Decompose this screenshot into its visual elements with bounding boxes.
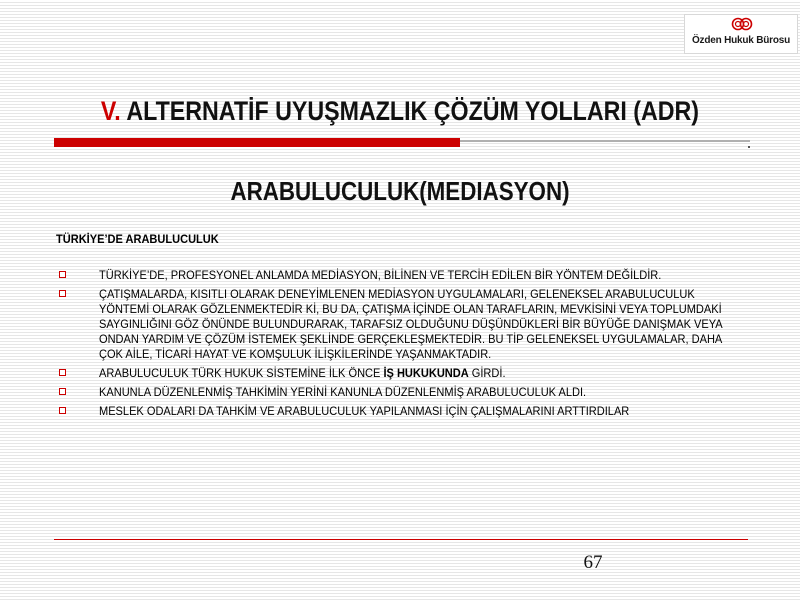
title-underline-red [54,138,460,147]
bullet-square-icon [59,407,66,414]
bullet-text: ÇATIŞMALARDA, KISITLI OLARAK DENEYİMLENEN MEDİASYON UYGULAMALARI, GELENEKSEL ARABULUCULUK YÖNTEMİ OLARAK GÖZLENMEKTEDİR Kİ, BU DA, ÇATIŞMA İÇİNDE OLAN TARAFLARIN, MEVKİSİNİ VEYA TOPLUMDAKİ SAYGINLIĞINI GÖZ ÖNÜNDE BULUNDURARAK, TARAFSIZ OLDUĞUNU DÜŞÜNDÜKLERİ BİR BÜYÜĞE DANIŞMAK VEYA ONDAN YARDIM VE ÇÖZÜM İSTEMEK ŞEKLİNDE GERÇEKLEŞMEKTEDİR. BU TİP GELENEKSEL UYGULAMALAR, DAHA ÇOK AİLE, TİCARİ HAYAT VE KOMŞULUK İLİŞKİLERİNDE YAŞANMAKTADIR. [99,287,723,361]
logo-rings-icon [731,17,753,31]
bullet-text: TÜRKİYE’DE, PROFESYONEL ANLAMDA MEDİASYON, BİLİNEN VE TERCİH EDİLEN BİR YÖNTEM DEĞİLDİR. [99,268,662,282]
bullet-item [56,268,746,283]
footer-line [54,539,748,540]
bullet-item [56,404,746,419]
bullet-square-icon [59,369,66,376]
title-number: V. [100,96,121,126]
bullet-item [56,287,746,362]
page-number: 67 [583,552,603,573]
bullet-item [56,366,746,381]
bullet-text [99,366,743,381]
slide-title [56,96,744,127]
bullet-square-icon [59,271,66,278]
title-underline-grey [460,140,750,142]
bullet-list [56,268,746,423]
decorative-dot [748,146,750,148]
bullet-text-bold: İŞ HUKUKUNDA [383,366,469,380]
section-heading: TÜRKİYE’DE ARABULUCULUK [56,232,219,246]
bullet-item [56,385,746,400]
bullet-text: MESLEK ODALARI DA TAHKİM VE ARABULUCULUK YAPILANMASI İÇİN ÇALIŞMALARINI ARTTIRDILAR [99,404,630,418]
logo-text: Özden Hukuk Bürosu [691,35,791,46]
bullet-text-part: ARABULUCULUK TÜRK HUKUK SİSTEMİNE İLK ÖNCE [99,366,384,380]
slide-subtitle: ARABULUCULUK(MEDIASYON) [230,176,570,206]
bullet-square-icon [59,290,66,297]
title-text: ALTERNATİF UYUŞMAZLIK ÇÖZÜM YOLLARI (ADR) [126,96,700,126]
bullet-text-part: GİRDİ. [468,366,506,380]
bullet-square-icon [59,388,66,395]
company-logo [684,14,798,54]
bullet-text: KANUNLA DÜZENLENMİŞ TAHKİMİN YERİNİ KANUNLA DÜZENLENMİŞ ARABULUCULUK ALDI. [99,385,587,399]
